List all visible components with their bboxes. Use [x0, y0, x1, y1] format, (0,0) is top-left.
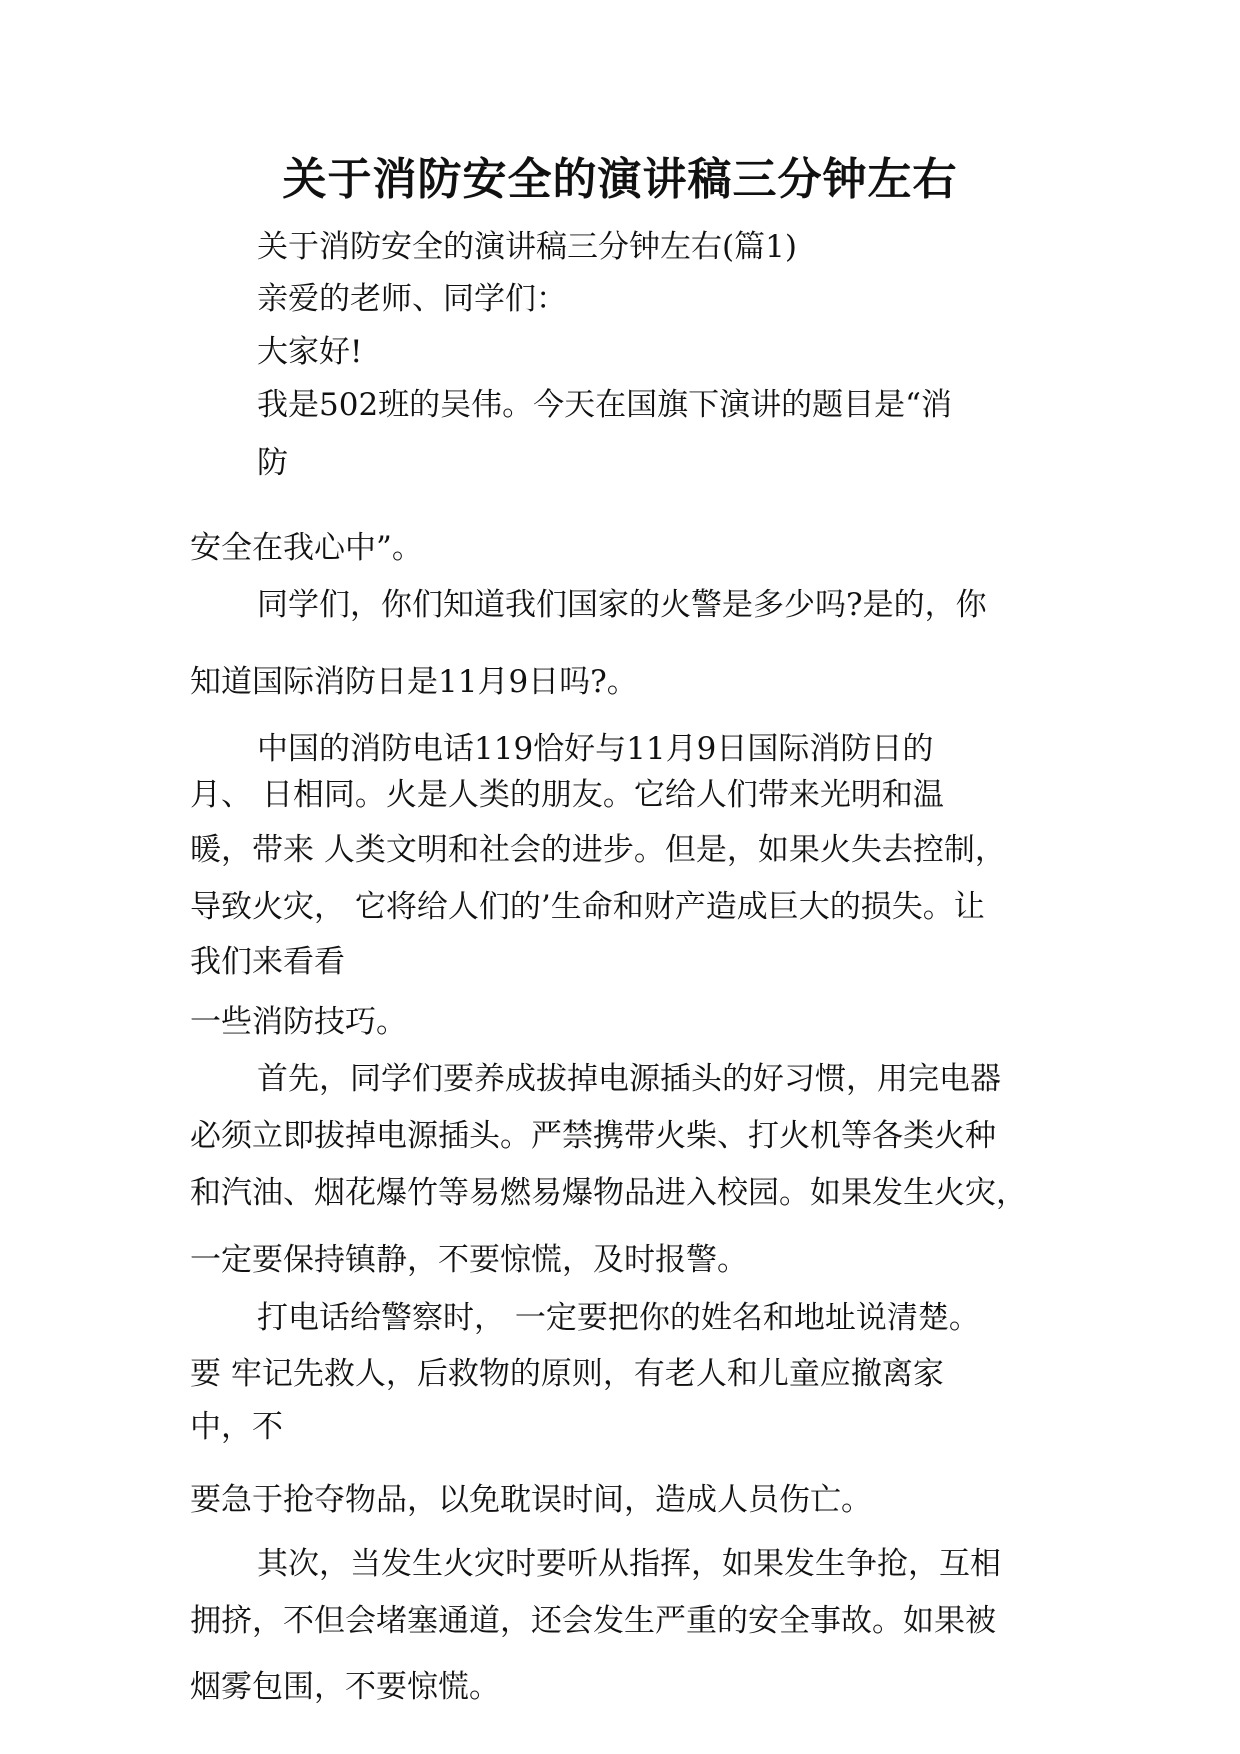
- text-line: 关于消防安全的演讲稿三分钟左右(篇1): [257, 229, 797, 265]
- text-line: 安全在我心中”。: [190, 530, 423, 566]
- text-line: 我是502班的吴伟。今天在国旗下演讲的题目是“消: [257, 387, 953, 423]
- text-line: 导致火灾， 它将给人们的’生命和财产造成巨大的损失。让: [190, 889, 985, 925]
- text-line: 要急于抢夺物品，以免耽误时间，造成人员伤亡。: [190, 1482, 872, 1518]
- text-line: 其次，当发生火灾时要听从指挥，如果发生争抢，互相: [257, 1546, 1001, 1582]
- text-line: 烟雾包围，不要惊慌。: [190, 1669, 500, 1705]
- text-line: 我们来看看: [190, 944, 345, 980]
- text-line: 知道国际消防日是11月9日吗?。: [190, 664, 638, 700]
- text-line: 同学们，你们知道我们国家的火警是多少吗?是的，你: [257, 587, 987, 623]
- text-line: 中国的消防电话119恰好与11月9日国际消防日的: [257, 731, 934, 767]
- text-line: 打电话给警察时， 一定要把你的姓名和地址说清楚。: [257, 1300, 980, 1336]
- text-line: 中，不: [190, 1409, 283, 1445]
- text-line: 和汽油、烟花爆竹等易燃易爆物品进入校园。如果发生火灾，: [190, 1175, 1027, 1211]
- text-line: 防: [257, 445, 288, 481]
- text-line: 月、 日相同。火是人类的朋友。它给人们带来光明和温: [190, 777, 944, 813]
- document-title: 关于消防安全的演讲稿三分钟左右: [282, 154, 958, 205]
- text-line: 首先，同学们要养成拔掉电源插头的好习惯，用完电器: [257, 1061, 1001, 1097]
- text-line: 一些消防技巧。: [190, 1004, 407, 1040]
- text-line: 拥挤，不但会堵塞通道，还会发生严重的安全事故。如果被: [190, 1603, 996, 1639]
- text-line: 暖，带来 人类文明和社会的进步。但是，如果火失去控制，: [190, 832, 1006, 868]
- text-line: 一定要保持镇静，不要惊慌，及时报警。: [190, 1242, 748, 1278]
- text-line: 大家好!: [257, 334, 363, 370]
- text-line: 要 牢记先救人，后救物的原则，有老人和儿童应撤离家: [190, 1356, 944, 1392]
- text-line: 必须立即拔掉电源插头。严禁携带火柴、打火机等各类火种: [190, 1118, 996, 1154]
- text-line: 亲爱的老师、同学们：: [257, 281, 567, 317]
